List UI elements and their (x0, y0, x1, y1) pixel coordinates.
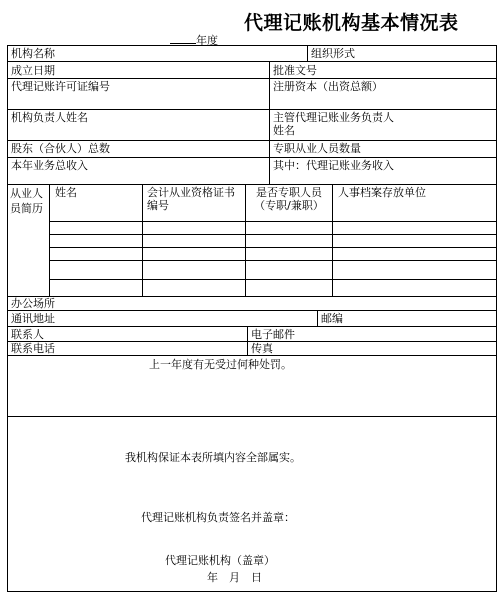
year-label: 年度 (196, 34, 218, 47)
col-fulltime-header: 是否专职人员（专职/兼职） (254, 186, 324, 212)
staff-count-label: 专职从业人员数量 (273, 142, 361, 155)
phone-label: 联系电话 (11, 342, 55, 355)
est-date-label: 成立日期 (11, 64, 55, 77)
address-label: 通讯地址 (11, 312, 55, 325)
org-name-label: 机构名称 (11, 47, 55, 60)
head-name-label: 机构负责人姓名 (11, 111, 88, 124)
reg-capital-label: 注册资本（出资总额） (273, 80, 383, 93)
col-cert-header: 会计从业资格证书编号 (147, 186, 235, 212)
table-grid (7, 45, 497, 592)
form-title: 代理记账机构基本情况表 (244, 12, 459, 34)
fax-label: 传真 (251, 342, 273, 355)
seal-text: 代理记账机构（盖章） (165, 554, 275, 567)
revenue-label: 本年业务总收入 (11, 159, 88, 172)
date-text: 年 月 日 (207, 571, 262, 584)
approval-no-label: 批准文号 (273, 64, 317, 77)
year-blank[interactable] (170, 33, 196, 44)
col-name-header: 姓名 (55, 186, 77, 199)
email-label: 电子邮件 (251, 328, 295, 341)
penalty-text: 上一年度有无受过何种处罚。 (149, 358, 292, 371)
license-no-label: 代理记账许可证编号 (11, 80, 110, 93)
contact-label: 联系人 (11, 328, 44, 341)
signature-text: 代理记账机构负责签名并盖章： (141, 511, 295, 524)
org-form-label: 组织形式 (311, 47, 355, 60)
guarantee-text: 我机构保证本表所填内容全部属实。 (125, 451, 301, 464)
of-which-label: 其中：代理记账业务收入 (273, 159, 394, 172)
form-table (7, 45, 497, 592)
postcode-label: 邮编 (321, 312, 343, 325)
staff-resume-label: 从业人员简历 (10, 187, 43, 215)
supervisor-label: 主管代理记账业务负责人姓名 (273, 111, 394, 137)
col-archive-header: 人事档案存放单位 (338, 186, 426, 199)
shareholders-label: 股东（合伙人）总数 (11, 142, 110, 155)
office-label: 办公场所 (11, 297, 55, 310)
